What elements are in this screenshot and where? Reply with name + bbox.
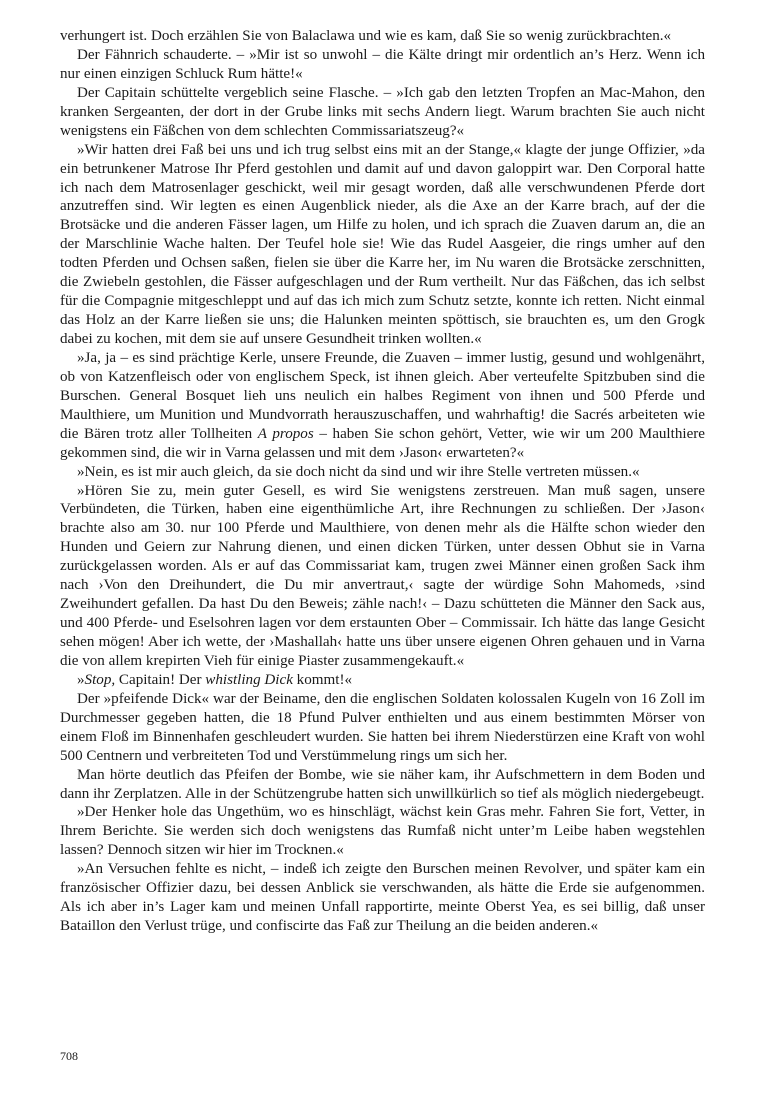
paragraph bbox=[60, 671, 705, 690]
paragraph bbox=[60, 860, 705, 936]
text-run: kommt!« bbox=[292, 671, 353, 688]
italic-text: whistling Dick bbox=[205, 671, 293, 688]
paragraph bbox=[60, 27, 705, 46]
paragraph bbox=[60, 766, 705, 804]
paragraph bbox=[60, 482, 705, 671]
text-run: »Nein, es ist mir auch gleich, da sie doch nicht da sind und wir ihre Stelle vertreten müssen.« bbox=[77, 463, 640, 480]
paragraph bbox=[60, 84, 705, 141]
paragraph bbox=[60, 46, 705, 84]
text-run: Man hörte deutlich das Pfeifen der Bombe, wie sie näher kam, ihr Aufschmettern in dem Boden und dann ihr Zerplatzen. Alle in der Schützengrube hatten sich unwillkürlich so tief als möglich niedergebeugt. bbox=[60, 766, 705, 802]
paragraph bbox=[60, 349, 705, 463]
text-run: »Hören Sie zu, mein guter Gesell, es wird Sie wenigstens zerstreuen. Man muß sagen, unsere Verbündeten, die Türken, haben eine eigenthümliche Art, ihre Rechnungen zu schließen. Der ›Jason‹ brachte also am 30. nur 100 Pferde und Maulthiere, von denen mehr als die Hälfte schon wieder den Hunden und Geiern zur Nahrung dienen, und einen dicken Türken, unter dessen Obhut sie in Varna zurückgelassen worden. Als er auf das Commissariat kam, trugen zwei Männer einen großen Sack ihm nach ›Von den Dreihundert, die Du mir anvertraut,‹ sagte der würdige Sohn Mahomeds, ›sind Zweihundert gefallen. Da hast Du den Beweis; zähle nach!‹ – Dazu schütteten die Männer den Sack aus, und 400 Pferde- und Eselsohren lagen vor dem erstaunten Ober – Commissair. Ich hätte das lange Gesicht sehen mögen! Aber ich wette, der ›Mashallah‹ hatte uns über unsere eigenen Ohren gehauen und in Varna die von allem krepirten Vieh für einige Piaster zusammengekauft.« bbox=[60, 482, 705, 669]
italic-text: A propos bbox=[257, 425, 314, 442]
paragraph bbox=[60, 803, 705, 860]
page-number: 708 bbox=[60, 1049, 78, 1063]
text-run: Der »pfeifende Dick« war der Beiname, den die englischen Soldaten kolossalen Kugeln von 16 Zoll im Durchmesser gegeben hatten, die 18 Pfund Pulver enthielten und aus einem bestimmten Mörser von einem Floß im Binnenhafen geschleudert wurden. Sie hatten bei ihrem Niederstürzen eine Kraft von wohl 500 Centnern und verbreiteten Tod und Verstümmelung rings um sich her. bbox=[60, 690, 705, 764]
text-run: »An Versuchen fehlte es nicht, – indeß ich zeigte den Burschen meinen Revolver, und später kam ein französischer Offizier dazu, bei dessen Anblick sie verschwanden, als hätte die Erde sie aufgenommen. Als ich aber in’s Lager kam und meinen Unfall rapportirte, meinte Oberst Yea, es sei billig, daß unser Bataillon den Verlust trüge, und confiscirte das Faß zur Theilung an die beiden anderen.« bbox=[60, 861, 705, 935]
text-run: verhungert ist. Doch erzählen Sie von Balaclawa und wie es kam, daß Sie so wenig zurückbrachten.« bbox=[60, 28, 672, 44]
italic-text: Stop, bbox=[84, 671, 116, 688]
paragraph bbox=[60, 141, 705, 349]
page-body bbox=[60, 27, 705, 936]
text-run: »Der Henker hole das Ungethüm, wo es hinschlägt, wächst kein Gras mehr. Fahren Sie fort, Vetter, in Ihrem Berichte. Sie werden sich doch wenigstens das Rumfaß nicht unter’m Leibe haben wegstehlen lassen? Dennoch sitzen wir hier im Trocknen.« bbox=[60, 804, 705, 859]
text-run: – haben Sie schon gehört, Vetter, wie wir um 200 Maulthiere gekommen sind, die wir in Varna gelassen und mit dem ›Jason‹ erwarteten?« bbox=[60, 425, 705, 461]
paragraph bbox=[60, 463, 705, 482]
text-run: Der Fähnrich schauderte. – »Mir ist so unwohl – die Kälte dringt mir ordentlich an’s Herz. Wenn ich nur einen einzigen Schluck Rum hätte!« bbox=[60, 46, 705, 82]
text-run: »Wir hatten drei Faß bei uns und ich trug selbst eins mit an der Stange,« klagte der junge Offizier, »da ein betrunkener Matrose Ihr Pferd gestohlen und damit auf und davon galoppirt war. Den Corporal hatte ich nach dem Matrosenlager geschickt, weil mir gesagt worden, daß alle verschwundenen Pferde dort anzutreffen sind. Wir legten es einen Augenblick nieder, als die Axe an der Karre brach, auf der die Brotsäcke und die anderen Fässer lagen, um Hilfe zu holen, und ich sprach die Zuaven darum an, die an der Marschlinie Wache halten. Der Teufel hole sie! Wie das Rudel Aasgeier, die rings umher auf den todten Pferden und Ochsen saßen, fielen sie über die Karre her, im Nu waren die Brotsäcke zerschnitten, die Zwiebeln gestohlen, die Fässer aufgeschlagen und der Rum vertheilt. Nur das Fäßchen, das ich selbst für die Compagnie mitgeschleppt und auf das ich mich zum Schutz setzte, konnte ich retten. Nicht einmal das Holz an der Karre ließen sie uns; die Halunken meinten spöttisch, sie brauchten es, um den Grogk dabei zu kochen, mit dem sie auf unsere Gesundheit trinken wollten.« bbox=[60, 141, 705, 347]
text-run: Capitain! Der bbox=[115, 671, 206, 688]
text-run: » bbox=[77, 671, 85, 688]
text-run: »Ja, ja – es sind prächtige Kerle, unsere Freunde, die Zuaven – immer lustig, gesund und wohlgenährt, ob von Katzenfleisch oder von englischem Speck, ist ihnen gleich. Aber verteufelte Spitzbuben sind die Burschen. General Bosquet lieh uns neulich ein halbes Regiment von ihnen und 500 Pferde und Maulthiere, um Munition und Mundvorrath herauszuschaffen, und wahrhaftig! die Sacrés arbeiteten wie die Bären trotz aller Tollheiten bbox=[60, 349, 705, 442]
paragraph bbox=[60, 690, 705, 766]
text-run: Der Capitain schüttelte vergeblich seine Flasche. – »Ich gab den letzten Tropfen an Mac-Mahon, den kranken Sergeanten, der dort in der Grube links mit sechs Andern liegt. Warum brachten Sie auch nicht wenigstens ein Fäßchen von dem schlechten Commissariatszeug?« bbox=[60, 84, 705, 139]
